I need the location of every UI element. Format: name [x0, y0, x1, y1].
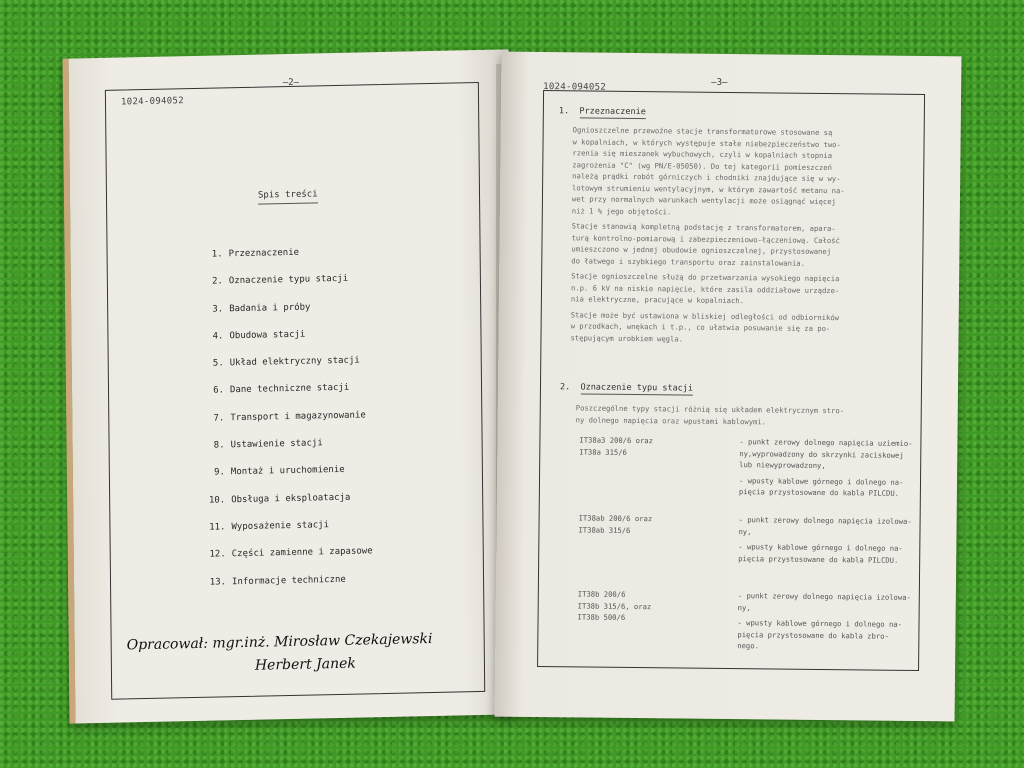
- text-line: pięcia przystosowane do kabla PILCDU.: [738, 553, 899, 565]
- toc-item: 11. Wyposażenie stacji: [209, 520, 330, 533]
- type-code: IT38ab 315/6: [578, 524, 631, 535]
- station-types: [578, 588, 652, 623]
- open-booklet: [58, 54, 963, 724]
- type-code: IT38b 500/6: [577, 612, 626, 622]
- page-number: —3—: [711, 77, 728, 88]
- section-text: [570, 124, 845, 346]
- text-line: turą kontrolno-pomiarową i zabezpieczeniowo-łączeniową. Całość: [571, 232, 840, 245]
- text-line: - punkt zerowy dolnego napięcia izolowa-: [738, 515, 912, 526]
- text-line: nego.: [737, 641, 759, 651]
- text-line: - wpusty kablowe górnego i dolnego na-: [738, 542, 903, 553]
- text-line: ny dolnego napięcia oraz wpustami kablowymi.: [575, 414, 767, 426]
- text-line: n.p. 6 kV na niskie napięcie, które zasila oddziałowe urządze-: [570, 282, 840, 295]
- text-line: - punkt zerowy dolnego napięcia izolowa-: [737, 591, 911, 602]
- text-line: niż 1 % jego objętości.: [571, 205, 672, 216]
- type-code: IT38b 200/6: [577, 589, 626, 599]
- doc-number: 1024-094052: [543, 82, 607, 93]
- text-line: Stacje stanowią kompletną podstację z transformatorem, apara-: [571, 221, 836, 234]
- right-page: [495, 52, 962, 722]
- toc-item: 10. Obsługa i eksploatacja: [208, 492, 351, 506]
- text-line: zagrożenia "C" (wg PN/E-05050). Do tej kategorii pomieszczeń: [572, 159, 832, 172]
- toc-item: 6. Dane techniczne stacji: [213, 383, 350, 397]
- section-heading: 2. Oznaczenie typu stacji: [559, 382, 694, 394]
- page-number: —2—: [282, 77, 300, 89]
- type-code: IT38a3 200/6 oraz: [579, 435, 654, 446]
- text-line: ny,: [737, 602, 751, 612]
- toc-title: Spis treści: [258, 189, 318, 204]
- table-of-contents: [201, 246, 374, 604]
- text-line: wet przy normalnych warunkach wentylacji może osiągnąć więcej: [571, 194, 836, 207]
- toc-item: 12. Części zamienne i zapasowe: [209, 546, 373, 560]
- type-code: IT38a 315/6: [579, 446, 627, 457]
- author-line-2: Herbert Janek: [254, 655, 356, 674]
- text-line: w przodkach, wnękach i t.p., co ułatwia posuwanie się za po-: [570, 321, 831, 334]
- station-types: [578, 512, 652, 536]
- type-notes: [738, 514, 912, 566]
- text-line: stępującym urobkiem węgla.: [570, 332, 684, 344]
- text-line: Ognioszczelne przewoźne stacje transformatorowe stosowane są: [572, 125, 833, 138]
- toc-item: 5. Układ elektryczny stacji: [212, 355, 360, 369]
- text-line: - punkt zerowy dolnego napięcia uziemio-: [739, 437, 913, 448]
- text-line: - wpusty kablowe górnego i dolnego na-: [737, 618, 903, 629]
- text-line: lub niewyprowadzony,: [739, 460, 826, 471]
- text-line: pięcia przystosowane do kabla PILCDU.: [738, 487, 900, 498]
- station-types: [579, 434, 653, 458]
- type-notes: [739, 436, 913, 499]
- text-line: w kopalniach, w których występuje stałe niebezpieczeństwo two-: [572, 136, 841, 149]
- type-code: IT38b 315/6, oraz: [577, 600, 652, 611]
- text-line: należą prądki robót górniczych i chodniki znajdujące się w wy-: [572, 171, 841, 184]
- text-line: nia elektryczne, pracujące w kopalniach.: [570, 294, 745, 306]
- text-line: pięcia przystosowane do kabla zbro-: [737, 629, 889, 641]
- toc-item: 2. Oznaczenie typu stacji: [211, 274, 349, 287]
- text-line: - wpusty kablowe górnego i dolnego na-: [738, 475, 904, 487]
- toc-item: 1. Przeznaczenie: [211, 247, 300, 260]
- author-line: Opracował: mgr.inż. Mirosław Czekajewski: [126, 631, 433, 654]
- text-line: rzenia się mieszanek wybuchowych, czyli w kopalniach stopnia: [572, 148, 833, 161]
- text-line: Stacje ognioszczelne służą do przetwarzania wysokiego napięcia: [571, 271, 840, 284]
- doc-number: 1024-094052: [120, 96, 184, 108]
- text-line: umieszczono w jednej obudowie ognioszczelnej, przystosowanej: [571, 244, 832, 257]
- toc-item: 7. Transport i magazynowanie: [213, 410, 366, 424]
- text-line: ny,wyprowadzony do skrzynki zaciskowej: [739, 448, 904, 460]
- text-line: Poszczególne typy stacji różnią się układem elektrycznym stro-: [575, 403, 845, 416]
- text-line: ny,: [738, 526, 752, 536]
- toc-item: 9. Montaż i uruchomienie: [213, 465, 345, 478]
- toc-item: 13. Informacje techniczne: [209, 574, 346, 588]
- left-page: [63, 49, 516, 723]
- text-line: do łatwego i szybkiego transportu oraz zainstalowania.: [571, 255, 806, 268]
- toc-item: 8. Ustawienie stacji: [213, 438, 323, 451]
- type-code: IT38ab 200/6 oraz: [578, 513, 653, 524]
- toc-item: 3. Badania i próby: [212, 302, 311, 315]
- section-text: [576, 402, 845, 428]
- section-heading: 1. Przeznaczenie: [558, 106, 646, 118]
- toc-item: 4. Obudowa stacji: [212, 329, 306, 342]
- text-line: lotowym strumieniu wentylacyjnym, w którym zawartość metanu na-: [572, 182, 845, 195]
- text-line: Stacje może być ustawiona w bliskiej odległości od odbiorników: [570, 309, 840, 322]
- type-notes: [737, 590, 911, 653]
